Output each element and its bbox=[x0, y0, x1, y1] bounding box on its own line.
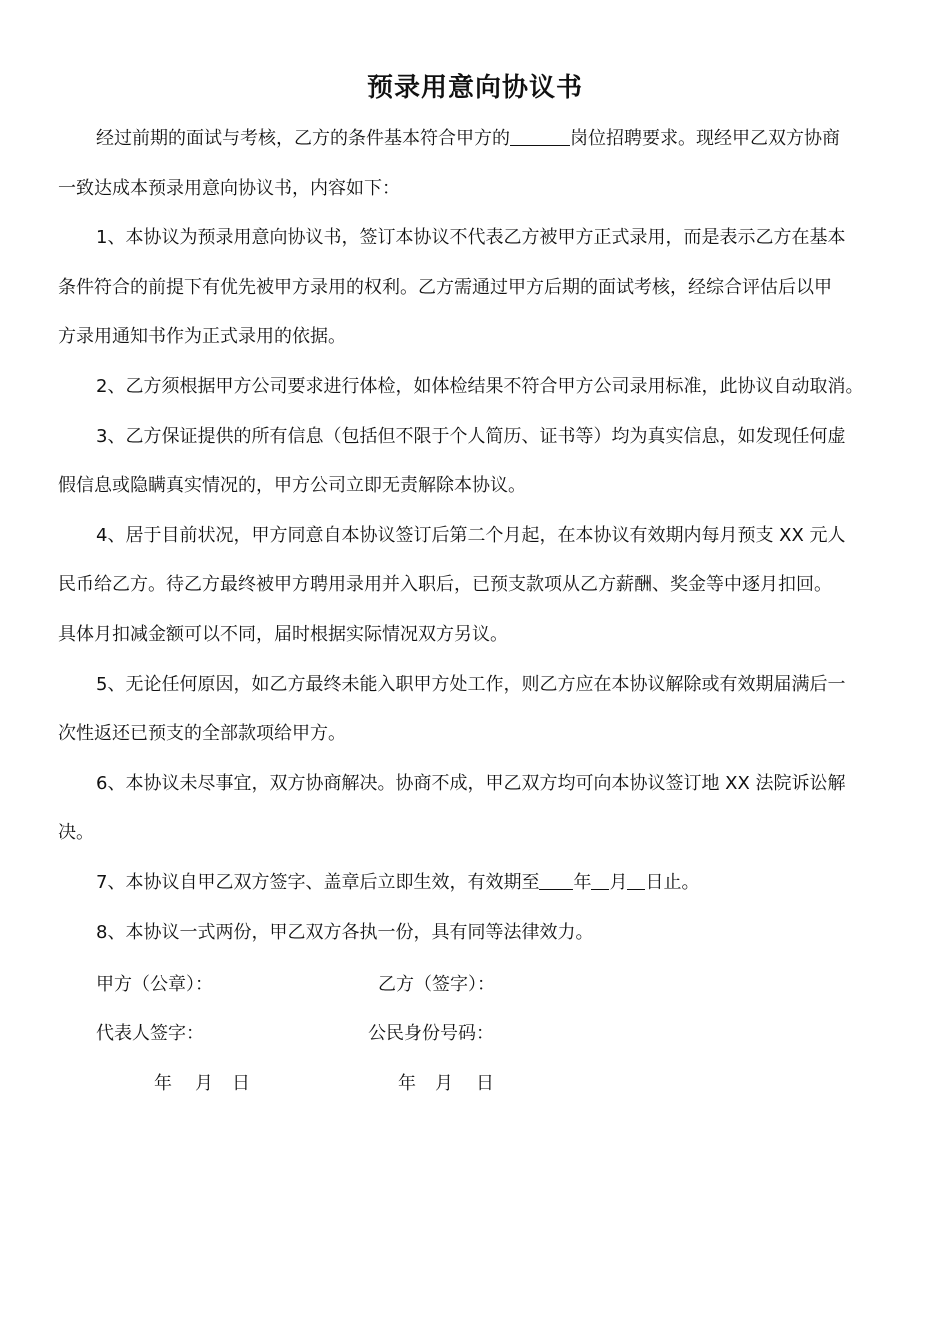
intro-line-2: 一致达成本预录用意向协议书，内容如下： bbox=[58, 177, 400, 199]
party-a-seal-label: 甲方（公章）： bbox=[96, 974, 213, 995]
clause-7-text: 7、本协议自甲乙双方签字、盖章后立即生效，有效期至 bbox=[96, 871, 540, 893]
representative-sign-label: 代表人签字： bbox=[96, 1023, 204, 1044]
position-blank bbox=[510, 127, 570, 146]
party-b-sign-label: 乙方（签字）： bbox=[378, 974, 495, 995]
expiry-day-label: 日止。 bbox=[645, 871, 700, 893]
clause-5-line-1: 5、无论任何原因，如乙方最终未能入职甲方处工作，则乙方应在本协议解除或有效期届满后一 bbox=[96, 673, 846, 695]
document-title: 预录用意向协议书 bbox=[366, 73, 583, 103]
party-a-date-year: 年 bbox=[154, 1073, 172, 1094]
clause-7 bbox=[58, 858, 904, 908]
party-a-date-month: 月 bbox=[195, 1073, 213, 1094]
expiry-day-blank bbox=[627, 871, 645, 890]
expiry-year-label: 年 bbox=[573, 871, 592, 893]
clause-5 bbox=[58, 660, 904, 759]
clause-4-line-2: 民币给乙方。待乙方最终被甲方聘用录用并入职后，已预支款项从乙方薪酬、奖金等中逐月扣回。 bbox=[58, 574, 832, 596]
intro-text-b: 岗位招聘要求。现经甲乙双方协商 bbox=[570, 128, 840, 149]
clause-3-line-1: 3、乙方保证提供的所有信息（包括但不限于个人简历、证书等）均为真实信息，如发现任何虚 bbox=[96, 425, 846, 447]
clause-1-line-2: 条件符合的前提下有优先被甲方录用的权利。乙方需通过甲方后期的面试考核，经综合评估后以甲 bbox=[58, 276, 832, 298]
clause-1 bbox=[58, 213, 904, 362]
clause-4 bbox=[58, 511, 904, 660]
clause-3-line-2: 假信息或隐瞒真实情况的，甲方公司立即无责解除本协议。 bbox=[58, 475, 526, 497]
intro-text-a: 经过前期的面试与考核，乙方的条件基本符合甲方的 bbox=[96, 128, 510, 149]
expiry-month-blank bbox=[591, 871, 609, 890]
clause-7-line-1 bbox=[58, 858, 904, 908]
clause-2-line-1: 2、乙方须根据甲方公司要求进行体检，如体检结果不符合甲方公司录用标准，此协议自动取消。 bbox=[96, 375, 864, 397]
clause-6 bbox=[58, 759, 904, 858]
expiry-year-blank bbox=[539, 871, 573, 890]
document-body bbox=[58, 114, 904, 957]
clause-1-line-1: 1、本协议为预录用意向协议书，签订本协议不代表乙方被甲方正式录用，而是表示乙方在基本 bbox=[96, 227, 846, 249]
party-a-date-day: 日 bbox=[232, 1073, 250, 1094]
clause-5-line-2: 次性返还已预支的全部款项给甲方。 bbox=[58, 723, 346, 745]
clause-4-line-1: 4、居于目前状况，甲方同意自本协议签订后第二个月起，在本协议有效期内每月预支 XX 元人 bbox=[96, 524, 846, 546]
clause-6-line-2: 决。 bbox=[58, 822, 94, 844]
id-number-label: 公民身份号码： bbox=[368, 1023, 494, 1044]
party-b-date-year: 年 bbox=[398, 1073, 416, 1094]
clause-2 bbox=[58, 362, 904, 412]
clause-1-line-3: 方录用通知书作为正式录用的依据。 bbox=[58, 326, 346, 348]
expiry-month-label: 月 bbox=[609, 871, 628, 893]
clause-6-line-1: 6、本协议未尽事宜，双方协商解决。协商不成，甲乙双方均可向本协议签订地 XX 法院诉讼解 bbox=[96, 772, 846, 794]
party-b-date-month: 月 bbox=[435, 1073, 453, 1094]
clause-8-line-1: 8、本协议一式两份，甲乙双方各执一份，具有同等法律效力。 bbox=[96, 921, 594, 943]
intro-line-1 bbox=[58, 114, 904, 164]
intro-paragraph bbox=[58, 114, 904, 213]
party-b-date-day: 日 bbox=[476, 1073, 494, 1094]
clause-8 bbox=[58, 908, 904, 958]
clause-3 bbox=[58, 412, 904, 511]
clause-4-line-3: 具体月扣减金额可以不同，届时根据实际情况双方另议。 bbox=[58, 623, 508, 645]
